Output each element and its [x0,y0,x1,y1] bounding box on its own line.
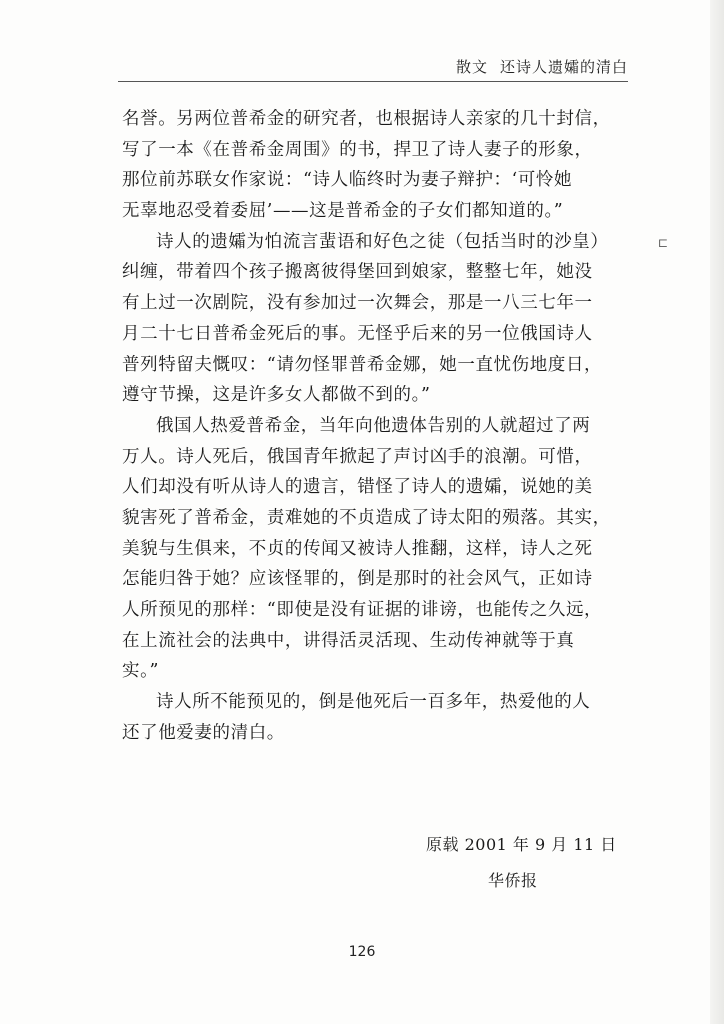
margin-mark: ⊏ [658,236,669,250]
header-title: 还诗人遗孀的清白 [499,58,628,76]
text-line: 人所预见的那样：“即使是没有证据的诽谤，也能传之久远， [122,600,603,620]
text-line: 有上过一次剧院，没有参加过一次舞会，那是一八三七年一 [122,293,593,314]
text-line: 还了他爱妻的清白。 [122,722,285,743]
text-line: 那位前苏联女作家说：“诗人临终时为妻子辩护：‘可怜她 [122,170,573,191]
source-date: 原载 2001 年 9 月 11 日 [426,835,617,854]
text-line: 俄国人热爱普希金，当年向他遗体告别的人就超过了两 [156,415,591,436]
text-line: 纠缠，带着四个孩子搬离彼得堡回到娘家，整整七年，她没 [122,262,593,283]
text-line: 诗人所不能预见的，倒是他死后一百多年，热爱他的人 [156,692,591,713]
text-line: 怎能归咎于她？应该怪罪的，倒是那时的社会风气，正如诗 [122,569,593,590]
text-line: 普列特留夫慨叹：“请勿怪罪普希金娜，她一直忧伤地度日， [122,354,603,375]
text-line: 月二十七日普希金死后的事。无怪乎后来的另一位俄国诗人 [122,323,593,344]
text-line: 人们却没有听从诗人的遗言，错怪了诗人的遗孀，说她的美 [122,477,593,498]
text-line: 遵守节操，这是许多女人都做不到的。” [122,385,431,406]
text-line: 在上流社会的法典中，讲得活灵活现、生动传神就等于真 [122,630,575,651]
running-header [0,56,628,77]
page-number: 126 [348,944,376,960]
header-section: 散文 [455,58,488,76]
text-line: 名誉。另两位普希金的研究者，也根据诗人亲家的几十封信， [122,109,611,129]
text-line: 实。” [122,661,159,682]
source-newspaper: 华侨报 [488,871,538,890]
header-rule [118,81,628,82]
text-line: 诗人的遗孀为怕流言蜚语和好色之徒（包括当时的沙皇） [156,231,609,252]
page-edge-shadow [710,0,724,1024]
essay-body [122,104,627,748]
text-line: 貌害死了普希金，责难她的不贞造成了诗太阳的殒落。其实， [122,507,611,528]
text-line: 美貌与生俱来，不贞的传闻又被诗人推翻，这样，诗人之死 [122,538,593,559]
text-line: 无辜地忍受着委屈’——这是普希金的子女们都知道的。” [122,201,564,222]
text-line: 写了一本《在普希金周围》的书，捍卫了诗人妻子的形象， [122,139,593,160]
text-line: 万人。诗人死后，俄国青年掀起了声讨凶手的浪潮。可惜， [122,446,593,467]
